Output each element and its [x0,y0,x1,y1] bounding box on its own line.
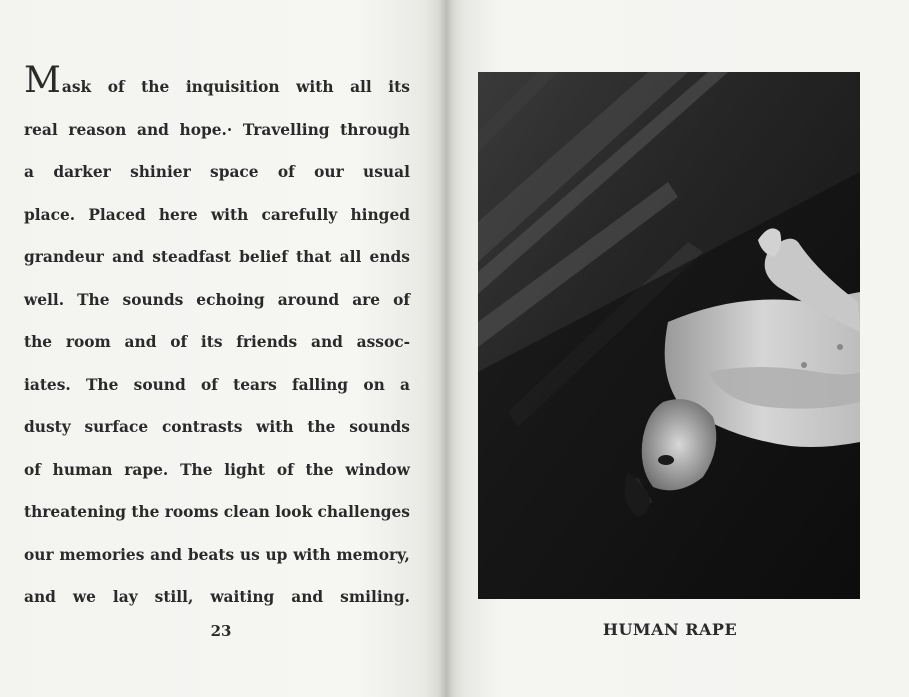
word: and [310,333,343,351]
word: rape. [124,460,169,479]
word: falling [291,375,349,394]
word: of [277,163,295,181]
word: of [170,333,188,351]
word: around [277,290,340,309]
word: and [150,545,183,564]
text-line [24,406,410,449]
word: memories [59,545,145,564]
word: The [77,290,110,309]
word: all [350,78,372,96]
word: light [224,460,266,479]
word: carefully [261,205,338,224]
word: with [210,205,249,224]
text-line [24,321,410,364]
text-line [24,576,410,619]
word: with [256,418,294,436]
photo-image [478,72,860,599]
word: that [296,248,332,266]
word: of [276,460,294,479]
text-line [24,279,410,322]
word: still, [154,588,194,606]
word: sounds [122,290,184,309]
word: a [24,163,34,181]
word: all [339,248,362,266]
word: challenges [317,503,410,521]
word: the [141,78,170,96]
page-number: 23 [210,622,232,640]
word: a [400,375,410,394]
word: smiling. [340,588,410,606]
word: its [200,333,223,351]
word: iates. [24,375,71,394]
word: sounds [349,418,410,436]
word: shinier [130,163,191,181]
word: its [388,78,410,96]
word: memory, [336,545,410,564]
word: and [291,588,324,606]
word: with [296,78,334,96]
word: grandeur [24,248,104,266]
text-line [24,109,410,152]
word: contrasts [161,418,243,436]
word: lay [112,588,138,606]
word: clean [223,503,270,521]
word: threatening [24,503,127,521]
word: window [345,460,410,479]
word: Placed [88,205,146,224]
word: space [210,163,259,181]
word: inquisition [185,78,280,96]
word: and [124,333,157,351]
text-line [24,491,410,534]
word: waiting [210,588,275,606]
word: the [24,333,53,351]
text-line [24,534,410,577]
word: we [72,588,96,606]
word: and [24,588,56,606]
word: sound [133,375,186,394]
word: hope.· [179,120,233,139]
word: us [239,545,260,564]
photograph [478,72,860,599]
word: our [314,163,344,181]
word: dusty [24,418,71,436]
text-line [24,236,410,279]
first-word [24,60,92,109]
word: the [131,503,160,521]
word: echoing [196,290,265,309]
word: tears [233,375,277,394]
word: The [180,460,213,479]
word: through [340,120,410,139]
word: usual [363,163,410,181]
word: hinged [350,205,410,224]
word: with [293,545,331,564]
word: well. [24,290,65,309]
left-page [0,0,446,697]
text-line [24,364,410,407]
word: reason [68,120,127,139]
word: are [352,290,381,309]
word: of [200,375,218,394]
text-line [24,449,410,492]
word: steadfast [152,248,231,266]
text-line [24,60,410,109]
body-text [24,60,410,619]
word: ends [369,248,410,266]
text-line [24,151,410,194]
word: human [52,460,113,479]
word: ask [61,78,92,96]
word: rooms [164,503,219,521]
word: up [265,545,288,564]
word: friends [236,333,298,351]
word: place. [24,205,76,224]
word: and [136,120,169,139]
word: real [24,120,58,139]
word: and [112,248,145,266]
word: our [24,545,54,564]
word: room [65,333,111,351]
text-line [24,194,410,237]
word: on [363,375,385,394]
word: belief [239,248,288,266]
word: The [85,375,119,394]
word: of [24,460,41,479]
word: of [107,78,125,96]
word: assoc- [356,333,410,351]
book-gutter [438,0,454,697]
word: Travelling [242,120,330,139]
word: look [275,503,313,521]
word: the [305,460,334,479]
photo-caption: HUMAN RAPE [602,620,738,639]
drop-cap: M [24,60,61,101]
word: of [393,290,410,309]
word: darker [53,163,111,181]
word: surface [84,418,149,436]
word: beats [187,545,235,564]
word: the [307,418,336,436]
word: here [158,205,198,224]
